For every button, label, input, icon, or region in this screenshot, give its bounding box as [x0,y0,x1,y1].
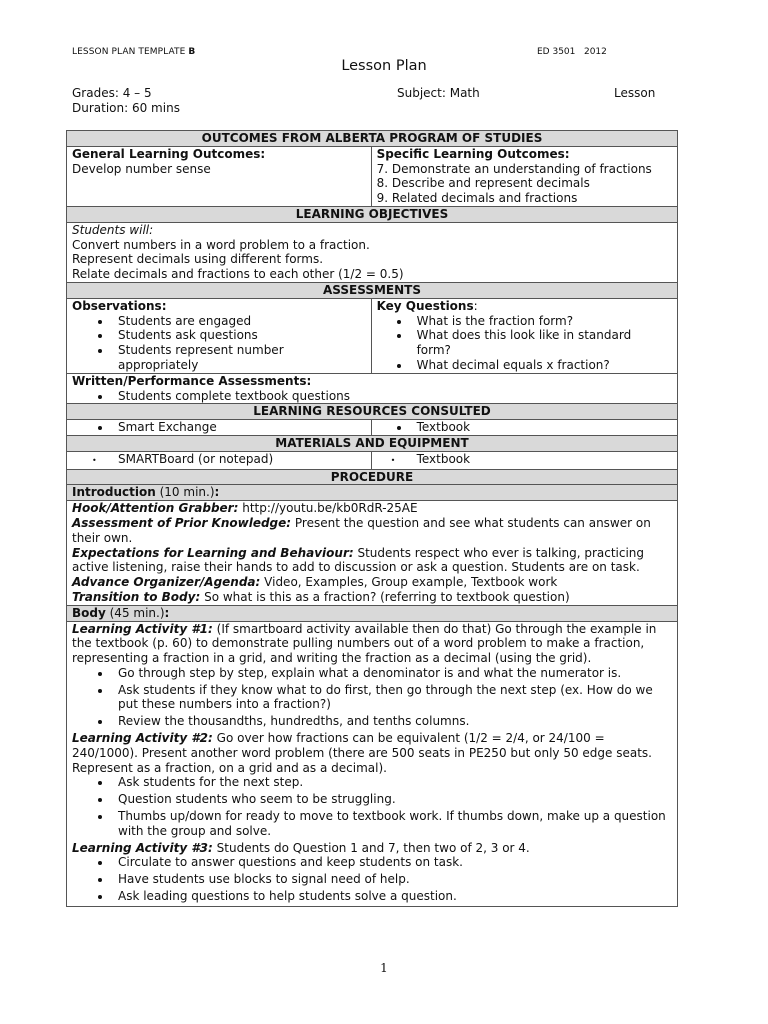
specific-outcome-item: 9. Related decimals and fractions [376,191,578,206]
activity-1-item: • Review the thousandths, hundredths, and tenths columns. [112,714,672,729]
observation-item: • Students represent number appropriately [112,343,366,373]
template-label: LESSON PLAN TEMPLATE B [72,47,196,57]
course-code: ED 3501 2012 [537,47,607,57]
specific-outcome-item: 8. Describe and represent decimals [376,176,590,191]
objective-item: Represent decimals using different forms. [72,252,324,267]
template-letter: B [188,47,196,57]
introduction-cell [67,501,678,606]
objective-item: Convert numbers in a word problem to a fraction. [72,237,370,252]
materials-right-cell [371,451,677,469]
assessments-heading: ASSESSMENTS [67,282,678,298]
outcomes-heading: OUTCOMES FROM ALBERTA PROGRAM OF STUDIES [67,131,678,147]
hook-line: Hook/Attention Grabber: http://youtu.be/kb0RdR-25AE [72,501,418,516]
activity-2-item: • Ask students for the next step. [112,775,672,790]
written-assessments-label: Written/Performance Assessments: [72,373,312,388]
resources-left-cell [67,420,372,436]
observations-cell [67,298,372,373]
key-question-item: • What decimal equals x fraction? [411,358,672,373]
objectives-intro: Students will: [72,222,154,237]
activity-2-item: • Thumbs up/down for ready to move to textbook work. If thumbs down, make up a question with the group and solve. [112,809,672,839]
key-questions-cell [371,298,677,373]
body-heading: Body (45 min.): [67,605,678,621]
activity-1-text: Learning Activity #1: (If smartboard activity available then do that) Go through the example in the textbook (p. 60) to demonstrate pulling numbers out of a word problem to make a fraction, representing a fraction in a grid, and writing the fraction as a decimal (using the grid). [72,621,657,666]
material-item: • SMARTBoard (or notepad) [112,452,366,467]
page-number: 1 [380,961,388,975]
resource-item: • Smart Exchange [112,420,366,435]
resource-item: • Textbook [411,420,672,435]
objectives-cell [67,222,678,282]
resources-right-cell [371,420,677,436]
introduction-heading: Introduction (10 min.): [67,485,678,501]
observations-label: Observations: [72,298,167,313]
key-question-item: • What is the fraction form? [411,314,672,329]
prior-knowledge-line: Assessment of Prior Knowledge: Present the question and see what students can answer on their own. [72,515,651,545]
objective-item: Relate decimals and fractions to each other (1/2 = 0.5) [72,267,404,282]
key-question-item: • What does this look like in standard form? [411,328,672,358]
activity-3-item: • Ask leading questions to help students solve a question. [112,889,672,904]
written-assessments-cell [67,373,678,404]
written-assessment-item: • Students complete textbook questions [112,389,672,404]
activity-3-item: • Have students use blocks to signal need of help. [112,872,672,887]
specific-outcome-item: 7. Demonstrate an understanding of fractions [376,161,652,176]
general-outcomes-label: General Learning Outcomes: [72,146,266,161]
subject: Subject: Math [397,86,480,100]
specific-outcomes-cell [371,146,677,206]
observation-item: • Students ask questions [112,328,366,343]
duration: Duration: 60 mins [72,101,180,115]
grades: Grades: 4 – 5 [72,86,152,100]
materials-heading: MATERIALS AND EQUIPMENT [67,435,678,451]
activity-2-text: Learning Activity #2: Go over how fractions can be equivalent (1/2 = 2/4, or 24/100 = 240/1000). Present another word problem (there are 500 seats in PE250 but only 50 edge seats. Represent as a fraction, on a grid and as a decimal). [72,731,652,775]
agenda-line: Advance Organizer/Agenda: Video, Examples, Group example, Textbook work [72,575,558,590]
resources-heading: LEARNING RESOURCES CONSULTED [67,404,678,420]
material-item: • Textbook [411,452,672,467]
activity-2-item: • Question students who seem to be struggling. [112,792,672,807]
transition-line: Transition to Body: So what is this as a fraction? (referring to textbook question) [72,589,570,604]
activity-3-text: Learning Activity #3: Students do Question 1 and 7, then two of 2, 3 or 4. [72,840,530,855]
key-questions-label: Key Questions: [376,298,478,313]
general-outcomes-cell [67,146,372,206]
activity-3-item: • Circulate to answer questions and keep students on task. [112,855,672,870]
body-cell [67,621,678,906]
objectives-heading: LEARNING OBJECTIVES [67,206,678,222]
observation-item: • Students are engaged [112,314,366,329]
lesson-plan-table [66,130,678,907]
activity-1-item: • Ask students if they know what to do first, then go through the next step (ex. How do we put these numbers into a fraction?) [112,683,672,713]
specific-outcomes-label: Specific Learning Outcomes: [376,146,570,161]
general-outcomes-text: Develop number sense [72,161,211,176]
activity-1-item: • Go through step by step, explain what a denominator is and what the numerator is. [112,666,672,681]
page-title: Lesson Plan [341,58,427,74]
expectations-line: Expectations for Learning and Behaviour: Students respect who ever is talking, practicing active listening, raise their hands to add to discussion or ask a question. Students are on task. [72,545,645,575]
lesson-label: Lesson [614,86,656,100]
procedure-heading: PROCEDURE [67,469,678,485]
materials-left-cell [67,451,372,469]
